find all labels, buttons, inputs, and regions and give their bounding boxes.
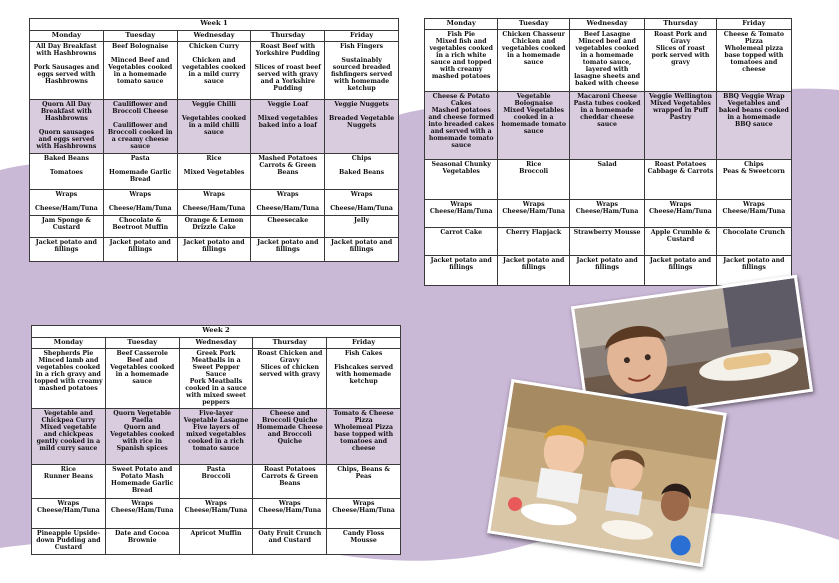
week1-title: Week 1 — [30, 19, 399, 31]
day-header: Wednesday — [569, 19, 644, 30]
menu-cell: Quorn All Day Breakfast with Hashbrowns Quorn sausages and eggs served with Hashbrowns — [30, 99, 104, 153]
menu-cell: Chicken Chasseur Chicken and vegetables cooked in a homemade sauce — [498, 29, 570, 91]
menu-cell: Wraps Cheese/Ham/Tuna — [105, 498, 179, 528]
menu-cell: Chocolate Crunch — [716, 227, 791, 255]
week1-continued-menu-table — [424, 18, 792, 286]
menu-cell: Fish Fingers Sustainably sourced breaded fishfingers served with homemade ketchup — [325, 41, 399, 99]
menu-cell: Macaroni Cheese Pasta tubes cooked in a homemade cheddar cheese sauce — [569, 91, 644, 159]
menu-cell: Vegetable and Chickpea Curry Mixed vegetable and chickpeas gently cooked in a mild curry sauce — [32, 408, 106, 464]
menu-cell: Strawberry Mousse — [569, 227, 644, 255]
menu-cell: Cheese & Tomato Pizza Wholemeal pizza base topped with tomatoes and cheese — [716, 29, 791, 91]
menu-cell: Cheese and Broccoli Quiche Homemade Cheese and Broccoli Quiche — [253, 408, 327, 464]
menu-cell: Pasta Broccoli — [179, 464, 253, 498]
menu-cell: Seasonal Chunky Vegetables — [425, 159, 498, 199]
menu-cell: Jam Sponge & Custard — [30, 215, 104, 237]
day-header: Tuesday — [498, 19, 570, 30]
menu-cell: Rice Broccoli — [498, 159, 570, 199]
menu-cell: Roast Chicken and Gravy Slices of chicken served with gravy — [253, 348, 327, 408]
menu-cell: Wraps Cheese/Ham/Tuna — [253, 498, 327, 528]
day-header: Wednesday — [177, 31, 251, 42]
menu-cell: Roast Potatoes Cabbage & Carrots — [645, 159, 717, 199]
day-header: Wednesday — [179, 338, 253, 349]
menu-cell: Fish Cakes Fishcakes served with homemade ketchup — [327, 348, 401, 408]
menu-cell: Beef Bolognaise Minced Beef and Vegetables cooked in a homemade tomato sauce — [103, 41, 177, 99]
menu-cell: Orange & Lemon Drizzle Cake — [177, 215, 251, 237]
menu-cell: Jacket potato and fillings — [325, 237, 399, 261]
menu-cell: All Day Breakfast with Hashbrowns Pork Sausages and eggs served with Hashbrowns — [30, 41, 104, 99]
menu-cell: Wraps Cheese/Ham/Tuna — [645, 199, 717, 227]
menu-cell: Cheese & Potato Cakes Mashed potatoes and cheese formed into breaded cakes and served with a homemade tomato sauce — [425, 91, 498, 159]
menu-cell: Shepherds Pie Minced lamb and vegetables cooked in a rich gravy and topped with creamy mashed potatoes — [32, 348, 106, 408]
menu-cell: Jacket potato and fillings — [103, 237, 177, 261]
menu-cell: Quorn Vegetable Paella Quorn and Vegetables cooked with rice in Spanish spices — [105, 408, 179, 464]
menu-cell: Jacket potato and fillings — [569, 255, 644, 285]
menu-cell: Jacket potato and fillings — [425, 255, 498, 285]
menu-cell: Salad — [569, 159, 644, 199]
day-header: Thursday — [253, 338, 327, 349]
menu-row — [32, 528, 401, 554]
menu-cell: Jacket potato and fillings — [177, 237, 251, 261]
menu-cell: Apple Crumble & Custard — [645, 227, 717, 255]
menu-cell: Jacket potato and fillings — [645, 255, 717, 285]
menu-cell: Jacket potato and fillings — [498, 255, 570, 285]
week1-menu-table — [29, 18, 399, 262]
menu-cell: Vegetable Bolognaise Mixed Vegetables cooked in a homemade tomato sauce — [498, 91, 570, 159]
menu-cell: Tomato & Cheese Pizza Wholemeal Pizza base topped with tomatoes and cheese — [327, 408, 401, 464]
menu-row — [425, 159, 792, 199]
menu-cell: Roast Pork and Gravy Slices of roast pork served with gravy — [645, 29, 717, 91]
menu-row — [425, 255, 792, 285]
menu-row — [425, 227, 792, 255]
menu-cell: Oaty Fruit Crunch and Custard — [253, 528, 327, 554]
menu-cell: Wraps Cheese/Ham/Tuna — [30, 189, 104, 215]
menu-cell: Veggie Nuggets Breaded Vegetable Nuggets — [325, 99, 399, 153]
menu-row — [30, 153, 399, 189]
menu-cell: Rice Mixed Vegetables — [177, 153, 251, 189]
menu-cell: Mashed Potatoes Carrots & Green Beans — [251, 153, 325, 189]
menu-cell: Apricot Muffin — [179, 528, 253, 554]
menu-cell: Wraps Cheese/Ham/Tuna — [251, 189, 325, 215]
menu-row — [30, 237, 399, 261]
menu-cell: Wraps Cheese/Ham/Tuna — [177, 189, 251, 215]
menu-cell: Wraps Cheese/Ham/Tuna — [716, 199, 791, 227]
menu-cell: Chicken Curry Chicken and vegetables cooked in a mild curry sauce — [177, 41, 251, 99]
menu-cell: Cherry Flapjack — [498, 227, 570, 255]
menu-cell: Sweet Potato and Potato Mash Homemade Garlic Bread — [105, 464, 179, 498]
menu-cell: Baked Beans Tomatoes — [30, 153, 104, 189]
menu-cell: Veggie Chilli Vegetables cooked in a mild chilli sauce — [177, 99, 251, 153]
menu-row — [425, 91, 792, 159]
menu-cell: Cauliflower and Broccoli Cheese Cauliflower and Broccoli cooked in a creamy cheese sauce — [103, 99, 177, 153]
menu-row — [32, 408, 401, 464]
menu-cell: Pineapple Upside-down Pudding and Custard — [32, 528, 106, 554]
menu-cell: Chips, Beans & Peas — [327, 464, 401, 498]
menu-row — [30, 41, 399, 99]
menu-cell: Wraps Cheese/Ham/Tuna — [327, 498, 401, 528]
menu-cell: Wraps Cheese/Ham/Tuna — [103, 189, 177, 215]
menu-cell: Wraps Cheese/Ham/Tuna — [325, 189, 399, 215]
menu-row — [32, 348, 401, 408]
menu-row — [425, 29, 792, 91]
menu-cell: Greek Pork Meatballs in a Sweet Pepper Sauce Pork Meatballs cooked in a sauce with mixed sweet peppers — [179, 348, 253, 408]
menu-cell: Date and Cocoa Brownie — [105, 528, 179, 554]
menu-cell: Beef Casserole Beef and Vegetables cooked in a homemade sauce — [105, 348, 179, 408]
menu-cell: Chocolate & Beetroot Muffin — [103, 215, 177, 237]
menu-cell: Wraps Cheese/Ham/Tuna — [498, 199, 570, 227]
menu-cell: BBQ Veggie Wrap Vegetables and baked beans cooked in a homemade BBQ sauce — [716, 91, 791, 159]
menu-cell: Roast Potatoes Carrots & Green Beans — [253, 464, 327, 498]
week2-day-header-row — [32, 338, 401, 349]
menu-cell: Wraps Cheese/Ham/Tuna — [569, 199, 644, 227]
day-header: Tuesday — [105, 338, 179, 349]
day-header: Thursday — [251, 31, 325, 42]
menu-cell: Fish Pie Mixed fish and vegetables cooked in a rich white sauce and topped with creamy mashed potatoes — [425, 29, 498, 91]
menu-row — [32, 464, 401, 498]
menu-cell: Wraps Cheese/Ham/Tuna — [425, 199, 498, 227]
menu-cell: Chips Peas & Sweetcorn — [716, 159, 791, 199]
menu-cell: Five-layer Vegetable Lasagne Five layers of mixed vegetables cooked in a rich tomato sauce — [179, 408, 253, 464]
week1-day-header-row — [30, 31, 399, 42]
menu-cell: Jacket potato and fillings — [716, 255, 791, 285]
menu-cell: Jacket potato and fillings — [30, 237, 104, 261]
menu-cell: Wraps Cheese/Ham/Tuna — [179, 498, 253, 528]
menu-cell: Rice Runner Beans — [32, 464, 106, 498]
menu-cell: Wraps Cheese/Ham/Tuna — [32, 498, 106, 528]
day-header: Monday — [30, 31, 104, 42]
day-header: Thursday — [645, 19, 717, 30]
menu-cell: Veggie Wellington Mixed Vegetables wrapped in Puff Pastry — [645, 91, 717, 159]
menu-cell: Beef Lasagne Minced beef and vegetables cooked in a homemade tomato sauce, layered with lasagne sheets and baked with cheese — [569, 29, 644, 91]
menu-cell: Veggie Loaf Mixed vegetables baked into a loaf — [251, 99, 325, 153]
day-header: Friday — [716, 19, 791, 30]
menu-cell: Jacket potato and fillings — [251, 237, 325, 261]
day-header: Friday — [325, 31, 399, 42]
menu-row — [30, 189, 399, 215]
menu-row — [30, 99, 399, 153]
right-day-header-row — [425, 19, 792, 30]
menu-cell: Chips Baked Beans — [325, 153, 399, 189]
day-header: Friday — [327, 338, 401, 349]
menu-cell: Roast Beef with Yorkshire Pudding Slices of roast beef served with gravy and a Yorkshire Pudding — [251, 41, 325, 99]
week2-menu-table — [31, 325, 401, 555]
menu-row — [425, 199, 792, 227]
menu-cell: Pasta Homemade Garlic Bread — [103, 153, 177, 189]
menu-cell: Candy Floss Mousse — [327, 528, 401, 554]
menu-row — [30, 215, 399, 237]
menu-cell: Carrot Cake — [425, 227, 498, 255]
day-header: Monday — [32, 338, 106, 349]
menu-cell: Jelly — [325, 215, 399, 237]
menu-cell: Cheesecake — [251, 215, 325, 237]
menu-row — [32, 498, 401, 528]
day-header: Monday — [425, 19, 498, 30]
week2-title: Week 2 — [32, 326, 401, 338]
day-header: Tuesday — [103, 31, 177, 42]
